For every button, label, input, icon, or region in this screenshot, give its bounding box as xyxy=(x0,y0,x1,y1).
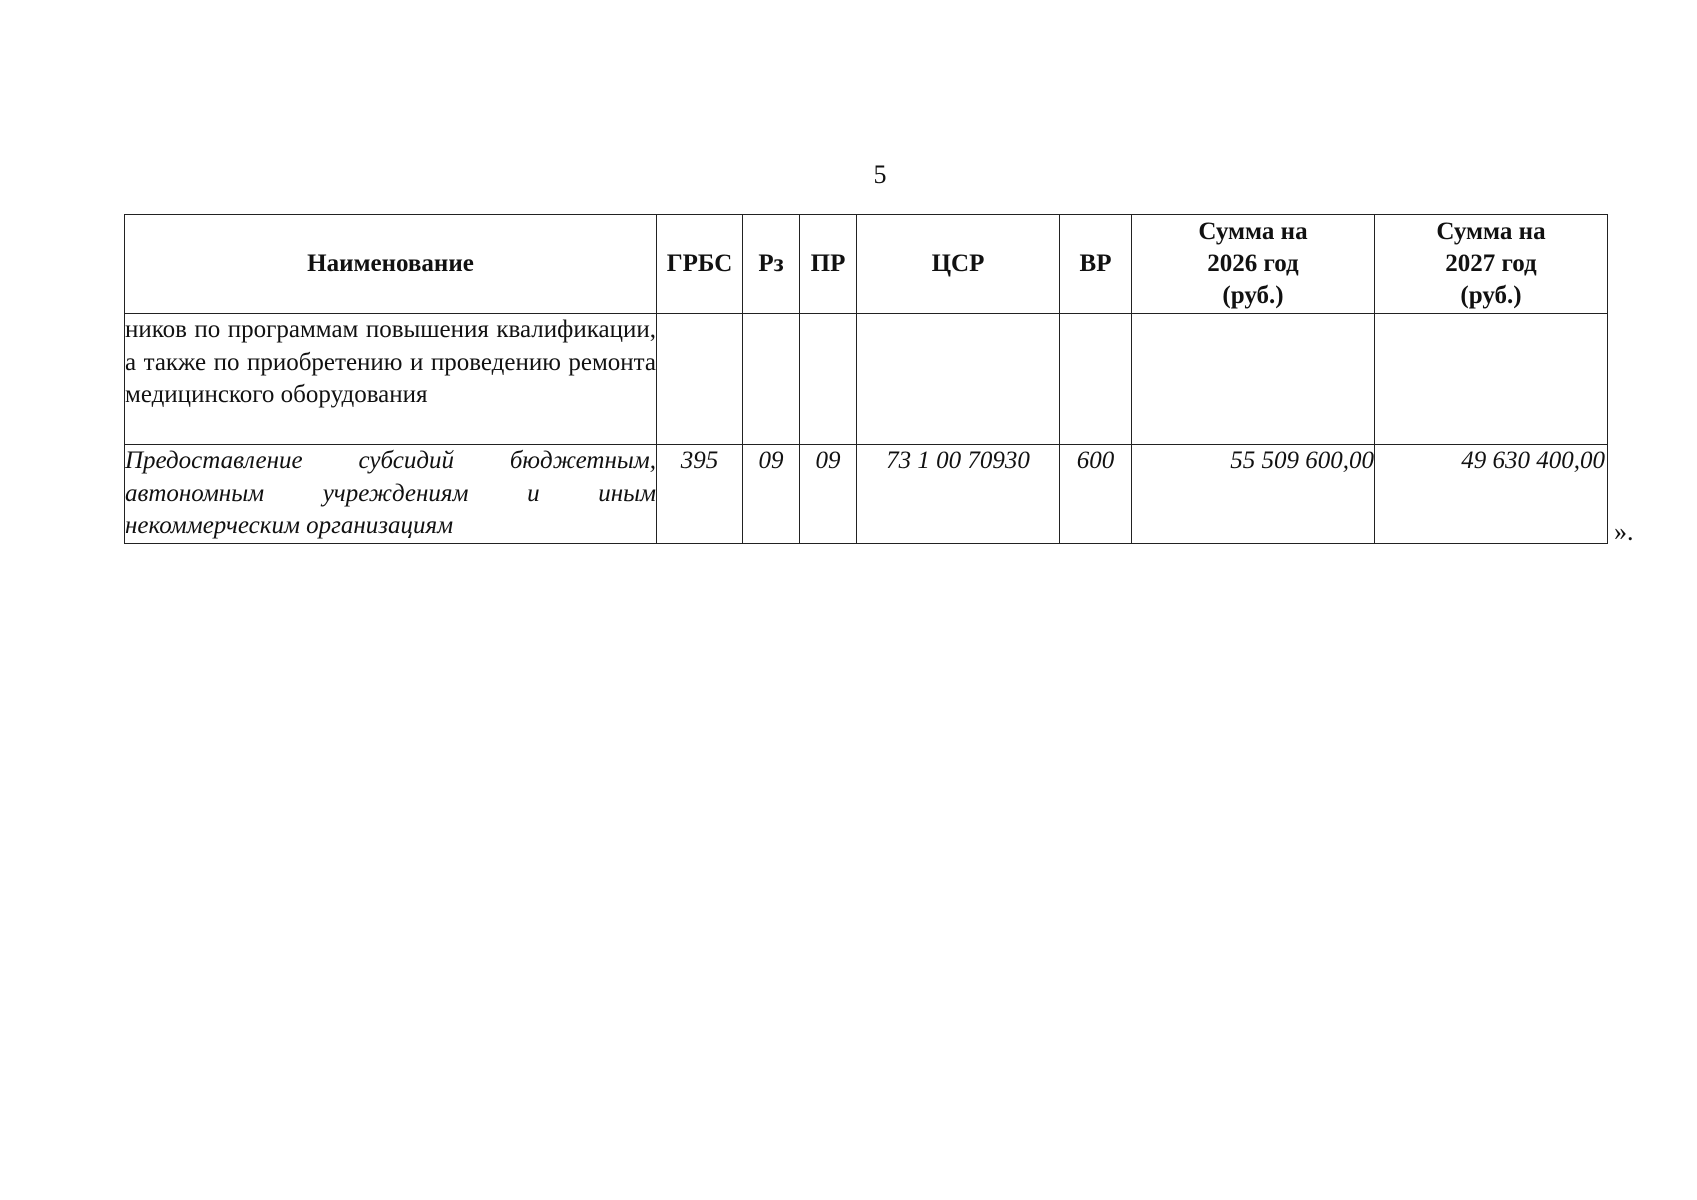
header-csr: ЦСР xyxy=(857,215,1060,314)
page-number: 5 xyxy=(873,160,887,189)
row-pr xyxy=(800,314,857,445)
header-name: Наименование xyxy=(125,215,657,314)
header-sum-2027-line: Сумма на xyxy=(1436,218,1546,245)
closing-quote: ». xyxy=(1614,517,1634,546)
row-rz: 09 xyxy=(743,445,800,544)
row-sum-2027 xyxy=(1375,314,1608,445)
header-sum-2026-line: Сумма на xyxy=(1198,218,1308,245)
budget-table xyxy=(124,214,1608,544)
header-sum-2027-line: 2027 год xyxy=(1445,250,1537,277)
row-vr: 600 xyxy=(1060,445,1132,544)
row-pr: 09 xyxy=(800,445,857,544)
row-rz xyxy=(743,314,800,445)
row-name: ников по программам повышения квалификации, а также по приобретению и проведению ремонта медицинского оборудования xyxy=(125,314,657,445)
row-sum-2027: 49 630 400,00 xyxy=(1375,445,1608,544)
row-sum-2026 xyxy=(1132,314,1375,445)
header-sum-2027-line: (руб.) xyxy=(1460,282,1522,309)
row-grbs xyxy=(657,314,743,445)
header-vr: ВР xyxy=(1060,215,1132,314)
header-sum-2026 xyxy=(1132,215,1375,314)
header-sum-2026-line: 2026 год xyxy=(1207,250,1299,277)
row-sum-2026: 55 509 600,00 xyxy=(1132,445,1375,544)
table-header-row xyxy=(125,215,1608,314)
header-rz: Рз xyxy=(743,215,800,314)
row-csr: 73 1 00 70930 xyxy=(857,445,1060,544)
row-vr xyxy=(1060,314,1132,445)
table-row xyxy=(125,445,1608,544)
row-name: Предоставление субсидий бюджетным, автономным учреждениям и иным некоммерческим организациям xyxy=(125,445,657,544)
row-csr xyxy=(857,314,1060,445)
row-grbs: 395 xyxy=(657,445,743,544)
header-sum-2027 xyxy=(1375,215,1608,314)
header-sum-2026-line: (руб.) xyxy=(1222,282,1284,309)
header-pr: ПР xyxy=(800,215,857,314)
header-grbs: ГРБС xyxy=(657,215,743,314)
table-row xyxy=(125,314,1608,445)
